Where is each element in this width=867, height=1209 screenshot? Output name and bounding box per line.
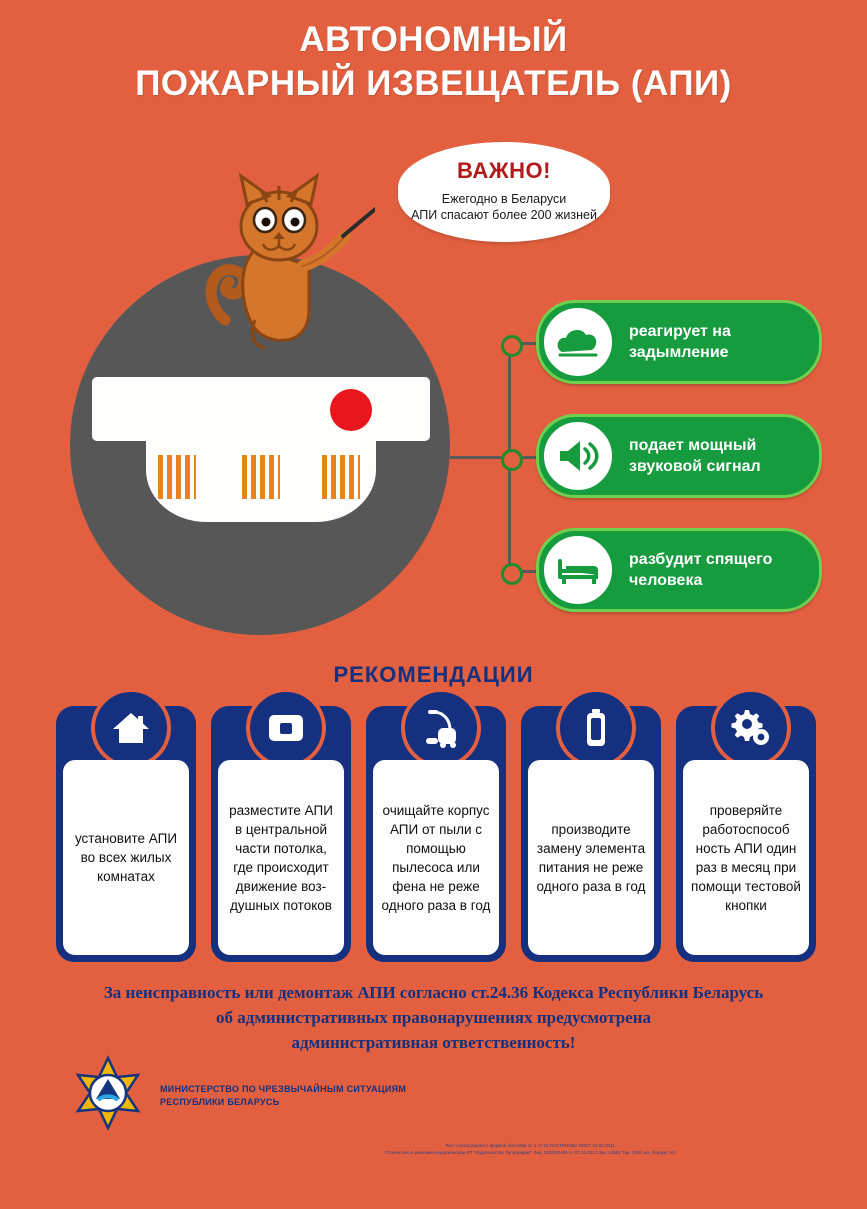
smoke-cloud-icon <box>541 305 615 379</box>
detector-led-icon <box>330 389 372 431</box>
feature-label <box>629 321 731 363</box>
recommendation-card[interactable] <box>211 706 351 962</box>
bed-icon <box>541 533 615 607</box>
recommendations-heading: РЕКОМЕНДАЦИИ <box>333 662 534 687</box>
important-line-1: Ежегодно в Беларуси <box>441 192 567 206</box>
fineprint-line-1: Лист согласования с формой листовки ст. 1 от 22 ПАСТЯНОВА ПОСТ 02.02.2011 <box>445 1143 615 1148</box>
bullet-node-icon <box>501 563 523 585</box>
important-title: ВАЖНО! <box>457 158 551 183</box>
important-line-2: АПИ спасают более 200 жизней <box>411 208 597 222</box>
legal-warning <box>0 980 867 1055</box>
important-callout <box>398 142 610 242</box>
fineprint <box>200 1142 860 1156</box>
recommendation-card[interactable] <box>521 706 661 962</box>
warning-line-1: За неисправность или демонтаж АПИ согласно ст.24.36 Кодекса Республики Беларусь <box>103 983 764 1002</box>
feature-label <box>629 435 761 477</box>
detector-vent-icon <box>242 455 280 499</box>
detector-vent-icon <box>158 455 196 499</box>
cat-mascot-icon <box>195 170 375 370</box>
feature-item[interactable] <box>490 528 820 614</box>
fineprint-line-2: Отпечатано в рекламно-издательском УП "Издательство Типография" Лиц. 02330/0456 от 07.12.2013 Зак. 14582 Тир. 1000 экз. Формат А3 <box>385 1150 675 1155</box>
feature-item[interactable] <box>490 300 820 386</box>
detector-vent-icon <box>322 455 360 499</box>
vacuum-icon <box>401 688 481 768</box>
recommendation-card[interactable] <box>56 706 196 962</box>
feature-label-line1: разбудит спящего <box>629 551 773 568</box>
detector-icon <box>246 688 326 768</box>
recommendation-text: проверяйте работоспособ ность АПИ один раз в месяц при помощи тестовой кнопки <box>691 802 801 913</box>
feature-item[interactable] <box>490 414 820 500</box>
warning-line-2: об административных правонарушениях предусмотрена <box>215 1008 652 1027</box>
recommendation-text: производите замену элемента питания не реже одного раза в год <box>536 821 646 894</box>
footer-org-line-2: РЕСПУБЛИКИ БЕЛАРУСЬ <box>160 1096 280 1107</box>
feature-label-line1: реагирует на <box>629 323 731 340</box>
bullet-node-icon <box>501 335 523 357</box>
house-icon <box>91 688 171 768</box>
recommendation-card[interactable] <box>676 706 816 962</box>
recommendation-text: установите АПИ во всех жилых комнатах <box>74 831 178 884</box>
title-line-1: АВТОНОМНЫЙ <box>299 20 568 59</box>
footer-org-name <box>160 1083 406 1109</box>
recommendation-text: разместите АПИ в центральной части потолка, где происходит движение воз-душных потоков <box>229 802 333 913</box>
feature-label-line2: задымление <box>629 344 729 361</box>
battery-icon <box>556 688 636 768</box>
recommendation-card-list <box>56 706 816 962</box>
feature-list <box>490 300 820 642</box>
page-title <box>0 0 867 106</box>
footer-org-line-1: МИНИСТЕРСТВО ПО ЧРЕЗВЫЧАЙНЫМ СИТУАЦИЯМ <box>160 1083 407 1094</box>
feature-label-line2: человека <box>629 572 703 589</box>
gears-icon <box>711 688 791 768</box>
recommendation-card[interactable] <box>366 706 506 962</box>
recommendation-text: очищайте корпус АПИ от пыли с помощью пылесоса или фена не реже одного раза в год <box>381 802 491 913</box>
footer <box>70 1055 406 1136</box>
warning-line-3: административная ответственность! <box>291 1033 576 1052</box>
loudspeaker-icon <box>541 419 615 493</box>
mchs-emblem-icon <box>70 1055 146 1136</box>
feature-label <box>629 549 772 591</box>
detector-body <box>92 377 430 441</box>
title-line-2: ПОЖАРНЫЙ ИЗВЕЩАТЕЛЬ (АПИ) <box>135 64 732 103</box>
feature-label-line2: звуковой сигнал <box>629 458 761 475</box>
feature-label-line1: подает мощный <box>629 437 757 454</box>
bullet-node-icon <box>501 449 523 471</box>
